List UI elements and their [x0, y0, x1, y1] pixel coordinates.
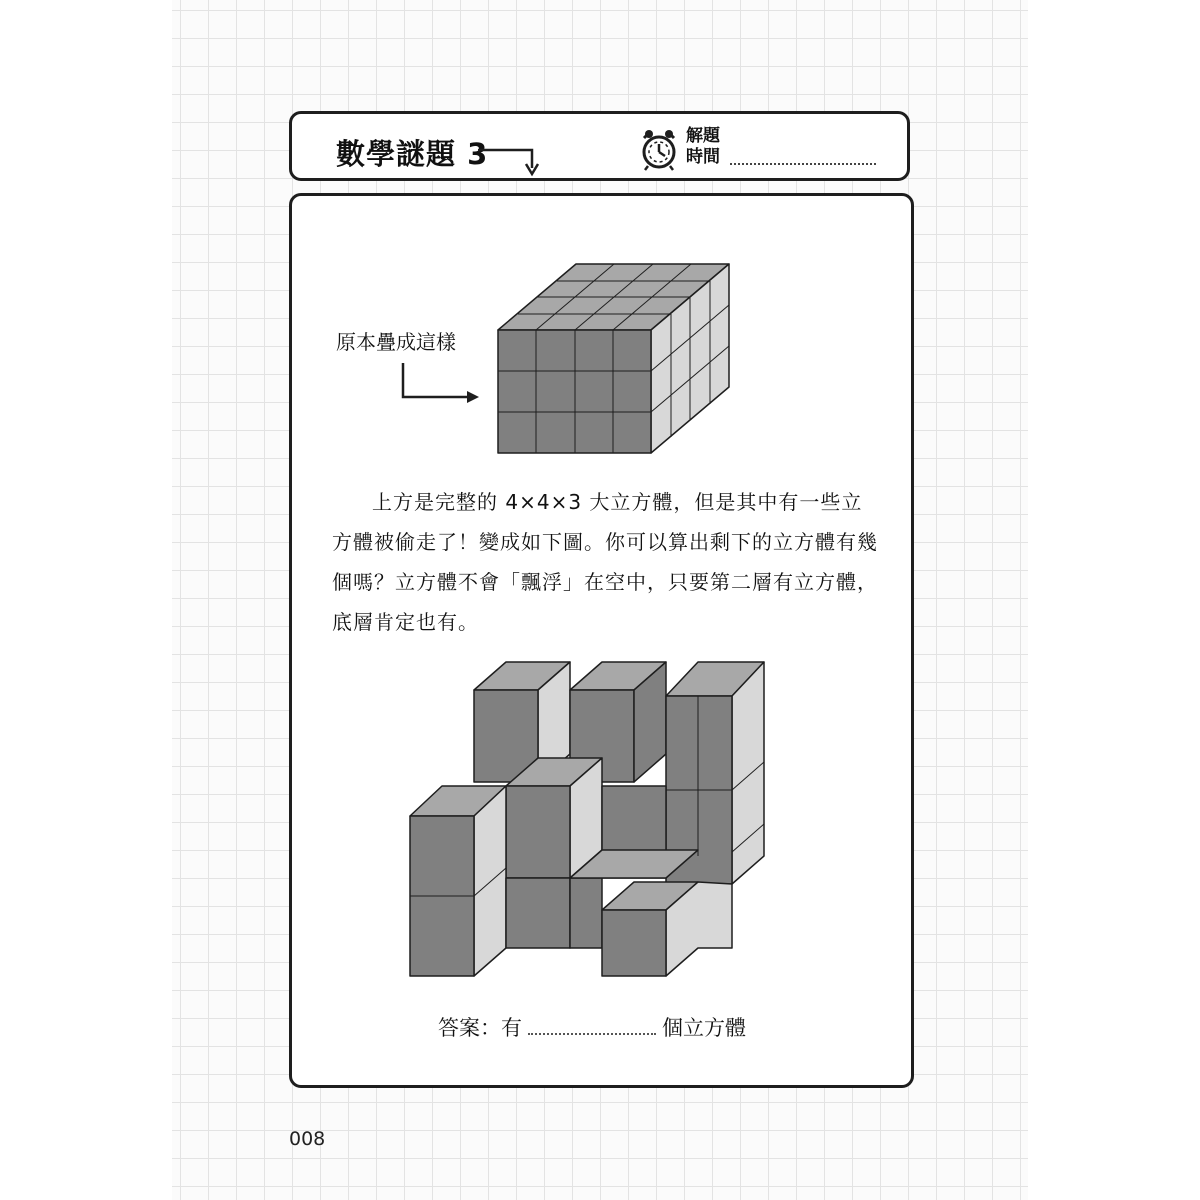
puzzle-card: [289, 193, 914, 1088]
puzzle-question: 上方是完整的 4×4×3 大立方體，但是其中有一些立方體被偷走了！變成如下圖。你可以算出剩下的立方體有幾個嗎？立方體不會「飄浮」在空中，只要第二層有立方體，底層肯定也有。: [332, 490, 878, 634]
remaining-cubes-illustration: [406, 656, 806, 991]
arrow-right-icon: [397, 359, 487, 409]
original-stack-label: 原本疊成這樣: [336, 330, 456, 354]
alarm-clock-icon: [636, 126, 682, 172]
full-cube-illustration: [492, 258, 732, 463]
puzzle-title: 數學謎題 3: [336, 137, 489, 171]
puzzle-header: [289, 111, 910, 181]
solve-time-field[interactable]: [730, 163, 876, 165]
answer-prefix: 答案：有: [438, 1016, 522, 1040]
solve-time-label: 解題 時間: [686, 126, 720, 167]
arrow-down-right-icon: [476, 138, 546, 178]
page-number: 008: [289, 1128, 326, 1150]
answer-field[interactable]: [528, 1033, 656, 1035]
answer-suffix: 個立方體: [662, 1016, 746, 1040]
answer-row: [438, 1012, 746, 1042]
